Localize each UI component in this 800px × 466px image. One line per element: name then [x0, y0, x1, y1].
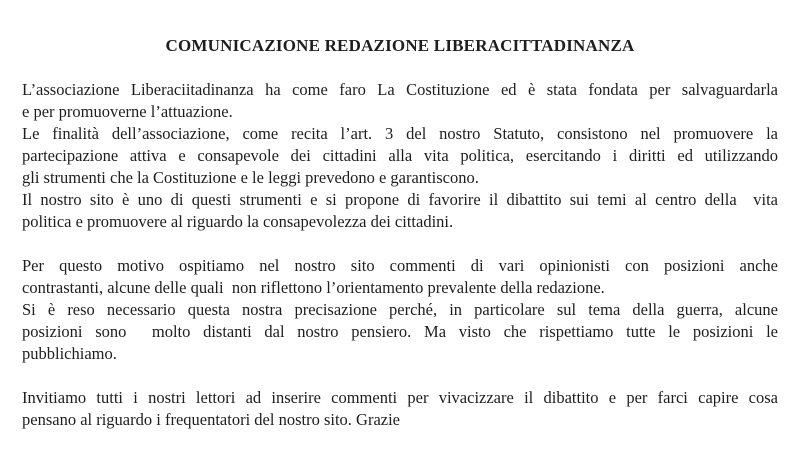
text-line: Invitiamo tutti i nostri lettori ad inserire commenti per vivacizzare il dibattito e per farci capire cosa — [22, 388, 778, 407]
paragraph-site-purpose — [22, 189, 778, 233]
text-line: pensano al riguardo i frequentatori del nostro sito. Grazie — [22, 410, 401, 429]
text-line: Si è reso necessario questa nostra precisazione perché, in particolare sul tema della guerra, alcune — [22, 300, 778, 319]
text-line: e per promuoverne l’attuazione. — [22, 102, 233, 121]
text-line: posizioni sono molto distanti dal nostro pensiero. Ma visto che rispettiamo tutte le posizioni le — [22, 322, 778, 341]
text-line: pubblichiamo. — [22, 344, 117, 363]
text-line: Per questo motivo ospitiamo nel nostro sito commenti di vari opinionisti con posizioni anche — [22, 256, 778, 275]
paragraph-association-intro — [22, 79, 778, 123]
document-title: COMUNICAZIONE REDAZIONE LIBERACITTADINANZA — [165, 36, 635, 55]
text-line: partecipazione attiva e consapevole dei cittadini alla vita politica, esercitando i diritti ed utilizzando — [22, 146, 778, 165]
text-line: Il nostro sito è uno di questi strumenti e si propone di favorire il dibattito sui temi al centro della vita — [22, 190, 778, 209]
text-line: politica e promuovere al riguardo la consapevolezza dei cittadini. — [22, 212, 454, 231]
text-line: contrastanti, alcune delle quali non riflettono l’orientamento prevalente della redazione. — [22, 278, 605, 297]
paragraph-clarification — [22, 299, 778, 365]
text-line: L’associazione Liberaciitadinanza ha come faro La Costituzione ed è stata fondata per salvaguardarla — [22, 80, 778, 99]
paragraph-statute-purpose — [22, 123, 778, 189]
text-line: Le finalità dell’associazione, come recita l’art. 3 del nostro Statuto, consistono nel promuovere la — [22, 124, 778, 143]
paragraph-opinions — [22, 255, 778, 299]
paragraph-invitation — [22, 387, 778, 431]
text-line: gli strumenti che la Costituzione e le leggi prevedono e garantiscono. — [22, 168, 479, 187]
